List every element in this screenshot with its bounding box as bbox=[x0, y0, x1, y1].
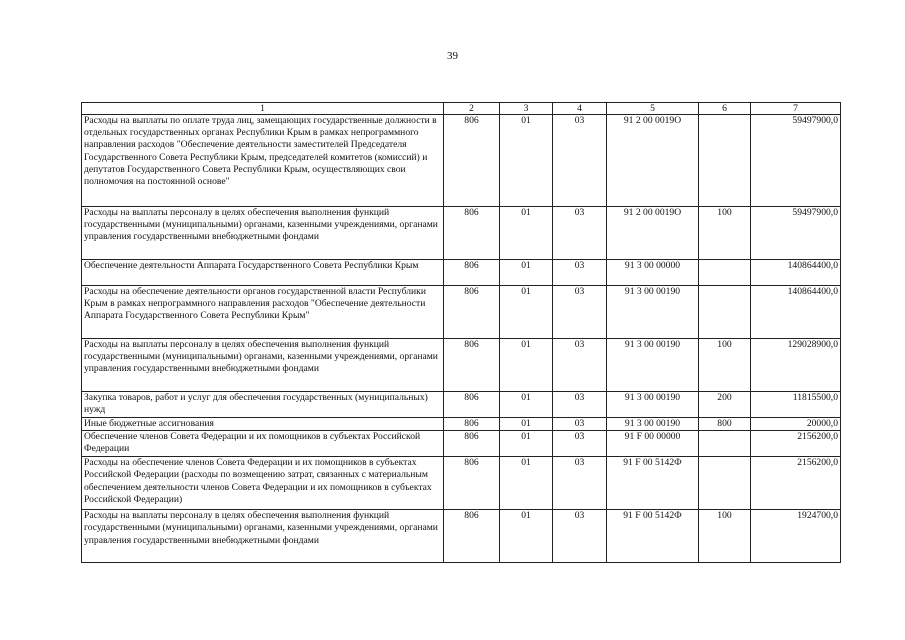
budget-table bbox=[81, 102, 841, 563]
row-sum: 59497900,0 bbox=[751, 207, 841, 260]
table-row bbox=[82, 207, 841, 260]
row-col-4: 03 bbox=[553, 260, 607, 286]
row-col-6: 800 bbox=[699, 418, 751, 431]
header-col-7: 7 bbox=[751, 103, 841, 115]
header-col-2: 2 bbox=[444, 103, 500, 115]
row-col-2: 806 bbox=[444, 286, 500, 339]
row-col-4: 03 bbox=[553, 207, 607, 260]
row-col-6 bbox=[699, 260, 751, 286]
row-col-3: 01 bbox=[500, 286, 553, 339]
row-col-2: 806 bbox=[444, 510, 500, 563]
row-name: Расходы на обеспечение членов Совета Федерации и их помощников в субъектах Российской Федерации (расходы по возмещению затрат, связанных с материальным обеспечением деятельности членов Совета Федерации и их помощников в субъектах Российской Федерации) bbox=[82, 457, 444, 510]
row-col-2: 806 bbox=[444, 207, 500, 260]
row-col-4: 03 bbox=[553, 286, 607, 339]
table-row bbox=[82, 115, 841, 207]
row-col-6: 100 bbox=[699, 339, 751, 392]
row-col-5: 91 F 00 00000 bbox=[607, 431, 699, 457]
row-sum: 2156200,0 bbox=[751, 431, 841, 457]
row-col-3: 01 bbox=[500, 260, 553, 286]
header-col-4: 4 bbox=[553, 103, 607, 115]
table-row bbox=[82, 392, 841, 418]
row-name: Обеспечение деятельности Аппарата Государственного Совета Республики Крым bbox=[82, 260, 444, 286]
row-col-3: 01 bbox=[500, 431, 553, 457]
row-col-5: 91 3 00 00190 bbox=[607, 418, 699, 431]
row-col-6 bbox=[699, 115, 751, 207]
row-sum: 20000,0 bbox=[751, 418, 841, 431]
row-name: Расходы на выплаты персоналу в целях обеспечения выполнения функций государственными (муниципальными) органами, казенными учреждениями, органами управления государственными внебюджетными фондами bbox=[82, 207, 444, 260]
row-col-4: 03 bbox=[553, 418, 607, 431]
row-col-5: 91 3 00 00190 bbox=[607, 286, 699, 339]
row-col-5: 91 3 00 00190 bbox=[607, 339, 699, 392]
row-col-4: 03 bbox=[553, 431, 607, 457]
row-col-5: 91 3 00 00000 bbox=[607, 260, 699, 286]
row-sum: 11815500,0 bbox=[751, 392, 841, 418]
row-sum: 140864400,0 bbox=[751, 286, 841, 339]
table-row bbox=[82, 260, 841, 286]
header-col-5: 5 bbox=[607, 103, 699, 115]
table-row bbox=[82, 431, 841, 457]
table-row bbox=[82, 286, 841, 339]
row-col-6 bbox=[699, 457, 751, 510]
row-name: Обеспечение членов Совета Федерации и их помощников в субъектах Российской Федерации bbox=[82, 431, 444, 457]
row-name: Расходы на выплаты персоналу в целях обеспечения выполнения функций государственными (муниципальными) органами, казенными учреждениями, органами управления государственными внебюджетными фондами bbox=[82, 510, 444, 563]
row-col-5: 91 3 00 00190 bbox=[607, 392, 699, 418]
table-row bbox=[82, 418, 841, 431]
row-name: Иные бюджетные ассигнования bbox=[82, 418, 444, 431]
row-name: Расходы на выплаты по оплате труда лиц, замещающих государственные должности в отдельных государственных органах Республики Крым в рамках непрограммного направления расходов "Обеспечение деятельности заместителей Председателя Государственного Совета Республики Крым, председателей комитетов (комиссий) и депутатов Государственного Совета Республики Крым, осуществляющих свои полномочия на постоянной основе" bbox=[82, 115, 444, 207]
row-col-3: 01 bbox=[500, 339, 553, 392]
table-header-row bbox=[82, 103, 841, 115]
row-col-6: 100 bbox=[699, 207, 751, 260]
row-col-3: 01 bbox=[500, 457, 553, 510]
row-col-6 bbox=[699, 286, 751, 339]
row-col-2: 806 bbox=[444, 431, 500, 457]
row-col-6 bbox=[699, 431, 751, 457]
row-col-6: 100 bbox=[699, 510, 751, 563]
row-col-2: 806 bbox=[444, 115, 500, 207]
row-name: Закупка товаров, работ и услуг для обеспечения государственных (муниципальных) нужд bbox=[82, 392, 444, 418]
row-sum: 59497900,0 bbox=[751, 115, 841, 207]
row-name: Расходы на выплаты персоналу в целях обеспечения выполнения функций государственными (муниципальными) органами, казенными учреждениями, органами управления государственными внебюджетными фондами bbox=[82, 339, 444, 392]
row-col-2: 806 bbox=[444, 457, 500, 510]
row-col-4: 03 bbox=[553, 115, 607, 207]
row-name: Расходы на обеспечение деятельности органов государственной власти Республики Крым в рамках непрограммного направления расходов "Обеспечение деятельности Аппарата Государственного Совета Республики Крым" bbox=[82, 286, 444, 339]
row-col-3: 01 bbox=[500, 510, 553, 563]
table-row bbox=[82, 510, 841, 563]
row-col-4: 03 bbox=[553, 457, 607, 510]
header-col-1: 1 bbox=[82, 103, 444, 115]
row-col-2: 806 bbox=[444, 260, 500, 286]
row-col-5: 91 F 00 5142Ф bbox=[607, 457, 699, 510]
page-number: 39 bbox=[447, 50, 458, 62]
row-col-2: 806 bbox=[444, 392, 500, 418]
row-col-3: 01 bbox=[500, 392, 553, 418]
row-col-4: 03 bbox=[553, 510, 607, 563]
row-col-2: 806 bbox=[444, 339, 500, 392]
row-col-3: 01 bbox=[500, 207, 553, 260]
row-col-5: 91 2 00 0019О bbox=[607, 207, 699, 260]
row-sum: 140864400,0 bbox=[751, 260, 841, 286]
row-col-2: 806 bbox=[444, 418, 500, 431]
row-col-4: 03 bbox=[553, 392, 607, 418]
row-col-3: 01 bbox=[500, 418, 553, 431]
header-col-6: 6 bbox=[699, 103, 751, 115]
row-col-3: 01 bbox=[500, 115, 553, 207]
table-row bbox=[82, 339, 841, 392]
row-col-4: 03 bbox=[553, 339, 607, 392]
row-sum: 129028900,0 bbox=[751, 339, 841, 392]
table-row bbox=[82, 457, 841, 510]
row-sum: 2156200,0 bbox=[751, 457, 841, 510]
row-sum: 1924700,0 bbox=[751, 510, 841, 563]
row-col-5: 91 F 00 5142Ф bbox=[607, 510, 699, 563]
row-col-6: 200 bbox=[699, 392, 751, 418]
header-col-3: 3 bbox=[500, 103, 553, 115]
row-col-5: 91 2 00 0019О bbox=[607, 115, 699, 207]
